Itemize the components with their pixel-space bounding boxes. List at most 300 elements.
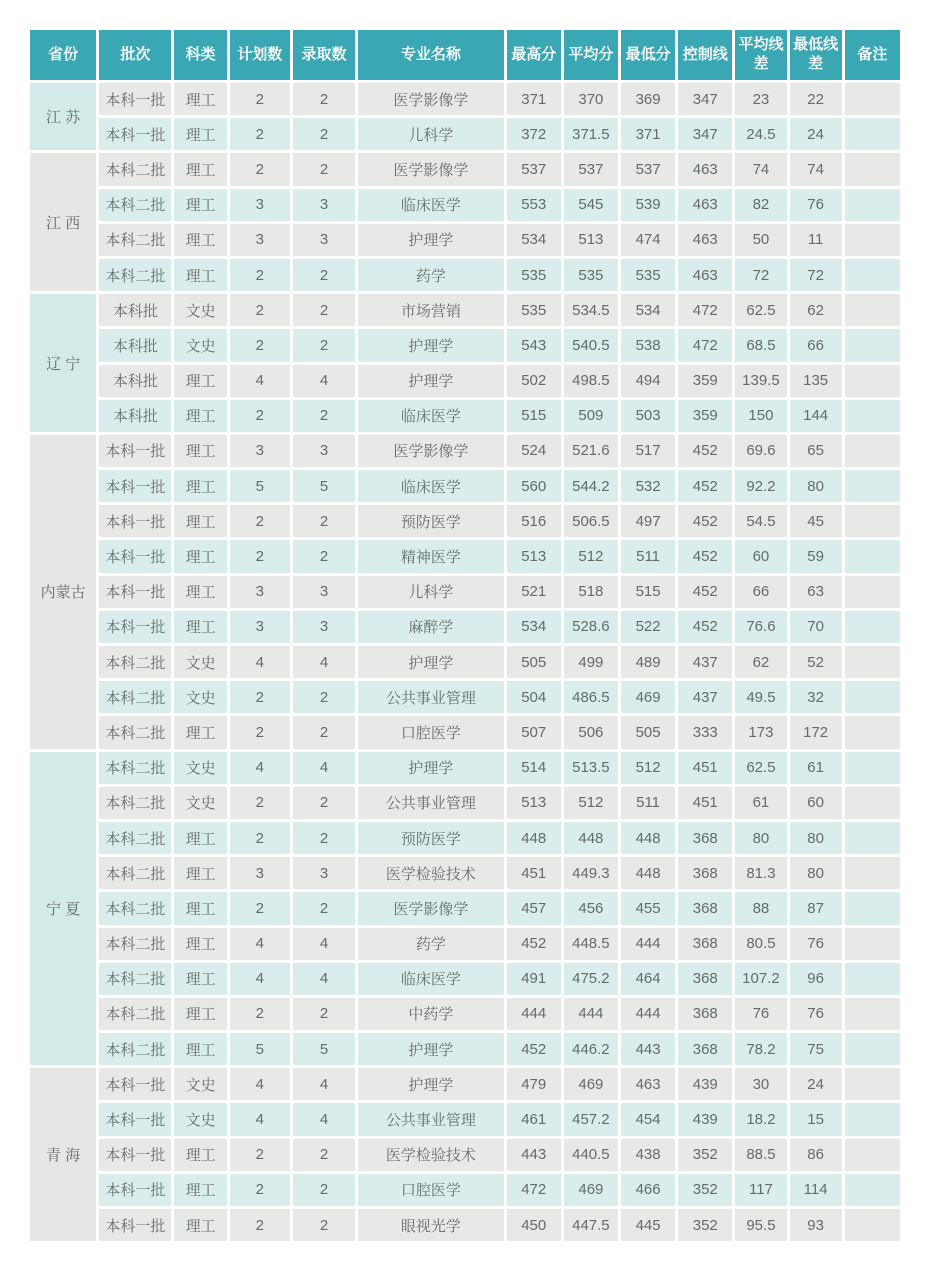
cell-avg_diff: 117 — [735, 1174, 786, 1206]
cell-remark — [845, 365, 900, 397]
cell-major: 医学影像学 — [358, 435, 504, 467]
cell-avg: 545 — [564, 189, 618, 221]
cell-avg_diff: 60 — [735, 540, 786, 572]
cell-remark — [845, 576, 900, 608]
cell-major: 预防医学 — [358, 505, 504, 537]
table-row — [30, 646, 900, 678]
cell-avg_diff: 50 — [735, 224, 786, 256]
cell-min: 448 — [621, 857, 675, 889]
cell-major: 护理学 — [358, 224, 504, 256]
cell-remark — [845, 611, 900, 643]
table-row — [30, 118, 900, 150]
table-row — [30, 505, 900, 537]
cell-avg_diff: 18.2 — [735, 1103, 786, 1135]
cell-min_diff: 63 — [790, 576, 842, 608]
cell-min_diff: 24 — [790, 118, 842, 150]
cell-control: 451 — [678, 752, 732, 784]
cell-batch: 本科一批 — [99, 1103, 171, 1135]
cell-control: 352 — [678, 1139, 732, 1171]
cell-avg: 513 — [564, 224, 618, 256]
cell-remark — [845, 1103, 900, 1135]
cell-avg: 440.5 — [564, 1139, 618, 1171]
cell-control: 368 — [678, 857, 732, 889]
cell-min: 538 — [621, 329, 675, 361]
cell-plan: 2 — [230, 681, 290, 713]
cell-min: 438 — [621, 1139, 675, 1171]
cell-major: 儿科学 — [358, 118, 504, 150]
cell-category: 文史 — [174, 752, 226, 784]
cell-category: 文史 — [174, 1068, 226, 1100]
column-header-max: 最高分 — [507, 30, 561, 80]
cell-major: 临床医学 — [358, 470, 504, 502]
cell-min_diff: 144 — [790, 400, 842, 432]
cell-plan: 4 — [230, 646, 290, 678]
province-cell: 宁 夏 — [30, 752, 96, 1066]
cell-max: 452 — [507, 928, 561, 960]
column-header-province: 省份 — [30, 30, 96, 80]
cell-major: 医学检验技术 — [358, 1139, 504, 1171]
cell-avg: 446.2 — [564, 1033, 618, 1065]
cell-category: 理工 — [174, 435, 226, 467]
cell-avg: 371.5 — [564, 118, 618, 150]
cell-avg_diff: 74 — [735, 153, 786, 185]
table-row — [30, 83, 900, 115]
cell-admit: 4 — [293, 1068, 355, 1100]
cell-avg: 521.6 — [564, 435, 618, 467]
cell-max: 513 — [507, 540, 561, 572]
cell-remark — [845, 963, 900, 995]
cell-max: 444 — [507, 998, 561, 1030]
cell-control: 368 — [678, 1033, 732, 1065]
cell-avg: 540.5 — [564, 329, 618, 361]
cell-min_diff: 59 — [790, 540, 842, 572]
table-row — [30, 1103, 900, 1135]
cell-min_diff: 76 — [790, 189, 842, 221]
cell-avg_diff: 62.5 — [735, 752, 786, 784]
cell-plan: 4 — [230, 1068, 290, 1100]
column-header-category: 科类 — [174, 30, 226, 80]
cell-avg: 447.5 — [564, 1209, 618, 1241]
table-row — [30, 822, 900, 854]
cell-batch: 本科二批 — [99, 189, 171, 221]
cell-remark — [845, 787, 900, 819]
cell-admit: 2 — [293, 505, 355, 537]
cell-min_diff: 22 — [790, 83, 842, 115]
cell-remark — [845, 540, 900, 572]
cell-control: 452 — [678, 470, 732, 502]
cell-control: 472 — [678, 294, 732, 326]
cell-major: 眼视光学 — [358, 1209, 504, 1241]
cell-avg_diff: 62 — [735, 646, 786, 678]
cell-min: 369 — [621, 83, 675, 115]
cell-min_diff: 80 — [790, 822, 842, 854]
cell-control: 437 — [678, 646, 732, 678]
cell-avg_diff: 82 — [735, 189, 786, 221]
cell-admit: 4 — [293, 646, 355, 678]
cell-major: 护理学 — [358, 1033, 504, 1065]
cell-batch: 本科二批 — [99, 752, 171, 784]
cell-control: 463 — [678, 259, 732, 291]
cell-max: 502 — [507, 365, 561, 397]
table-row — [30, 540, 900, 572]
cell-min: 512 — [621, 752, 675, 784]
cell-plan: 2 — [230, 118, 290, 150]
cell-admit: 2 — [293, 1174, 355, 1206]
cell-remark — [845, 329, 900, 361]
cell-control: 352 — [678, 1209, 732, 1241]
cell-min_diff: 135 — [790, 365, 842, 397]
cell-category: 理工 — [174, 83, 226, 115]
cell-remark — [845, 1174, 900, 1206]
cell-batch: 本科一批 — [99, 435, 171, 467]
cell-min_diff: 87 — [790, 892, 842, 924]
cell-major: 公共事业管理 — [358, 681, 504, 713]
cell-max: 524 — [507, 435, 561, 467]
cell-max: 443 — [507, 1139, 561, 1171]
cell-avg: 513.5 — [564, 752, 618, 784]
cell-batch: 本科一批 — [99, 118, 171, 150]
cell-category: 文史 — [174, 787, 226, 819]
cell-remark — [845, 646, 900, 678]
cell-control: 352 — [678, 1174, 732, 1206]
cell-plan: 2 — [230, 259, 290, 291]
cell-plan: 4 — [230, 365, 290, 397]
table-row — [30, 681, 900, 713]
cell-category: 理工 — [174, 1174, 226, 1206]
cell-major: 口腔医学 — [358, 1174, 504, 1206]
cell-batch: 本科一批 — [99, 611, 171, 643]
cell-plan: 4 — [230, 752, 290, 784]
cell-avg: 506 — [564, 716, 618, 748]
cell-min: 517 — [621, 435, 675, 467]
column-header-control: 控制线 — [678, 30, 732, 80]
cell-max: 543 — [507, 329, 561, 361]
cell-admit: 2 — [293, 294, 355, 326]
cell-major: 口腔医学 — [358, 716, 504, 748]
cell-avg_diff: 88.5 — [735, 1139, 786, 1171]
table-row — [30, 153, 900, 185]
table-row — [30, 294, 900, 326]
cell-min: 537 — [621, 153, 675, 185]
cell-min: 503 — [621, 400, 675, 432]
cell-avg_diff: 30 — [735, 1068, 786, 1100]
table-row — [30, 1209, 900, 1241]
cell-plan: 2 — [230, 400, 290, 432]
cell-category: 理工 — [174, 963, 226, 995]
cell-remark — [845, 118, 900, 150]
cell-admit: 4 — [293, 365, 355, 397]
cell-batch: 本科二批 — [99, 224, 171, 256]
cell-plan: 4 — [230, 928, 290, 960]
cell-plan: 2 — [230, 1139, 290, 1171]
cell-avg_diff: 54.5 — [735, 505, 786, 537]
cell-admit: 2 — [293, 822, 355, 854]
cell-min_diff: 11 — [790, 224, 842, 256]
cell-major: 护理学 — [358, 365, 504, 397]
cell-plan: 2 — [230, 329, 290, 361]
cell-category: 理工 — [174, 470, 226, 502]
cell-min: 469 — [621, 681, 675, 713]
cell-major: 护理学 — [358, 646, 504, 678]
cell-major: 公共事业管理 — [358, 1103, 504, 1135]
cell-category: 理工 — [174, 400, 226, 432]
cell-min_diff: 93 — [790, 1209, 842, 1241]
cell-admit: 3 — [293, 189, 355, 221]
cell-control: 439 — [678, 1103, 732, 1135]
cell-remark — [845, 1068, 900, 1100]
cell-avg: 475.2 — [564, 963, 618, 995]
cell-admit: 4 — [293, 963, 355, 995]
cell-max: 516 — [507, 505, 561, 537]
cell-batch: 本科一批 — [99, 1139, 171, 1171]
cell-min: 464 — [621, 963, 675, 995]
cell-min_diff: 86 — [790, 1139, 842, 1171]
table-row — [30, 259, 900, 291]
cell-remark — [845, 400, 900, 432]
table-header-row — [30, 30, 900, 80]
column-header-avg: 平均分 — [564, 30, 618, 80]
cell-batch: 本科批 — [99, 294, 171, 326]
table-row — [30, 1068, 900, 1100]
cell-batch: 本科一批 — [99, 470, 171, 502]
cell-plan: 2 — [230, 153, 290, 185]
cell-admit: 3 — [293, 857, 355, 889]
cell-min_diff: 65 — [790, 435, 842, 467]
cell-min: 444 — [621, 998, 675, 1030]
cell-min: 445 — [621, 1209, 675, 1241]
cell-admit: 2 — [293, 998, 355, 1030]
cell-plan: 2 — [230, 892, 290, 924]
cell-control: 463 — [678, 153, 732, 185]
cell-plan: 2 — [230, 505, 290, 537]
cell-max: 450 — [507, 1209, 561, 1241]
cell-min_diff: 15 — [790, 1103, 842, 1135]
cell-admit: 2 — [293, 400, 355, 432]
cell-admit: 2 — [293, 329, 355, 361]
cell-min: 455 — [621, 892, 675, 924]
cell-admit: 4 — [293, 1103, 355, 1135]
cell-admit: 2 — [293, 540, 355, 572]
cell-plan: 3 — [230, 224, 290, 256]
cell-plan: 4 — [230, 1103, 290, 1135]
cell-category: 理工 — [174, 189, 226, 221]
cell-avg: 512 — [564, 787, 618, 819]
cell-plan: 3 — [230, 611, 290, 643]
cell-category: 理工 — [174, 1033, 226, 1065]
cell-plan: 2 — [230, 1209, 290, 1241]
cell-category: 文史 — [174, 646, 226, 678]
cell-max: 505 — [507, 646, 561, 678]
cell-major: 预防医学 — [358, 822, 504, 854]
cell-control: 347 — [678, 83, 732, 115]
cell-avg_diff: 80.5 — [735, 928, 786, 960]
cell-avg_diff: 92.2 — [735, 470, 786, 502]
cell-max: 560 — [507, 470, 561, 502]
cell-min: 535 — [621, 259, 675, 291]
table-row — [30, 189, 900, 221]
cell-admit: 3 — [293, 611, 355, 643]
cell-batch: 本科二批 — [99, 646, 171, 678]
cell-category: 理工 — [174, 892, 226, 924]
cell-max: 451 — [507, 857, 561, 889]
cell-batch: 本科批 — [99, 329, 171, 361]
cell-admit: 4 — [293, 928, 355, 960]
cell-remark — [845, 153, 900, 185]
cell-control: 463 — [678, 224, 732, 256]
cell-category: 理工 — [174, 928, 226, 960]
cell-batch: 本科二批 — [99, 716, 171, 748]
cell-min_diff: 60 — [790, 787, 842, 819]
table-row — [30, 611, 900, 643]
cell-admit: 4 — [293, 752, 355, 784]
cell-remark — [845, 470, 900, 502]
cell-admit: 2 — [293, 118, 355, 150]
cell-admit: 2 — [293, 83, 355, 115]
cell-max: 513 — [507, 787, 561, 819]
cell-major: 临床医学 — [358, 189, 504, 221]
cell-avg: 499 — [564, 646, 618, 678]
cell-major: 医学影像学 — [358, 83, 504, 115]
cell-remark — [845, 294, 900, 326]
cell-batch: 本科一批 — [99, 1174, 171, 1206]
cell-avg: 457.2 — [564, 1103, 618, 1135]
cell-plan: 2 — [230, 716, 290, 748]
cell-plan: 2 — [230, 540, 290, 572]
cell-admit: 3 — [293, 224, 355, 256]
cell-avg_diff: 88 — [735, 892, 786, 924]
cell-min: 515 — [621, 576, 675, 608]
cell-major: 药学 — [358, 928, 504, 960]
cell-avg_diff: 68.5 — [735, 329, 786, 361]
cell-min_diff: 75 — [790, 1033, 842, 1065]
cell-min_diff: 24 — [790, 1068, 842, 1100]
column-header-admit: 录取数 — [293, 30, 355, 80]
cell-remark — [845, 752, 900, 784]
cell-avg: 544.2 — [564, 470, 618, 502]
cell-major: 麻醉学 — [358, 611, 504, 643]
cell-batch: 本科一批 — [99, 83, 171, 115]
cell-remark — [845, 681, 900, 713]
cell-control: 368 — [678, 928, 732, 960]
cell-avg: 509 — [564, 400, 618, 432]
admission-score-table — [27, 27, 903, 1244]
cell-admit: 2 — [293, 1209, 355, 1241]
table-row — [30, 963, 900, 995]
table-row — [30, 224, 900, 256]
cell-category: 理工 — [174, 118, 226, 150]
cell-admit: 2 — [293, 892, 355, 924]
table-row — [30, 928, 900, 960]
cell-min_diff: 74 — [790, 153, 842, 185]
cell-max: 372 — [507, 118, 561, 150]
cell-plan: 2 — [230, 787, 290, 819]
table-row — [30, 998, 900, 1030]
cell-category: 理工 — [174, 611, 226, 643]
cell-batch: 本科批 — [99, 365, 171, 397]
cell-max: 515 — [507, 400, 561, 432]
cell-major: 精神医学 — [358, 540, 504, 572]
column-header-batch: 批次 — [99, 30, 171, 80]
cell-max: 472 — [507, 1174, 561, 1206]
cell-avg_diff: 72 — [735, 259, 786, 291]
cell-category: 理工 — [174, 540, 226, 572]
cell-control: 368 — [678, 963, 732, 995]
cell-plan: 2 — [230, 294, 290, 326]
column-header-major: 专业名称 — [358, 30, 504, 80]
cell-min: 463 — [621, 1068, 675, 1100]
table-row — [30, 1139, 900, 1171]
cell-remark — [845, 1139, 900, 1171]
cell-min_diff: 52 — [790, 646, 842, 678]
cell-category: 理工 — [174, 857, 226, 889]
table-header — [30, 30, 900, 80]
cell-major: 公共事业管理 — [358, 787, 504, 819]
cell-category: 理工 — [174, 576, 226, 608]
cell-batch: 本科二批 — [99, 681, 171, 713]
province-cell: 青 海 — [30, 1068, 96, 1241]
cell-control: 472 — [678, 329, 732, 361]
cell-min: 454 — [621, 1103, 675, 1135]
table-row — [30, 1174, 900, 1206]
cell-admit: 3 — [293, 576, 355, 608]
cell-avg: 370 — [564, 83, 618, 115]
cell-avg_diff: 139.5 — [735, 365, 786, 397]
cell-max: 457 — [507, 892, 561, 924]
cell-admit: 3 — [293, 435, 355, 467]
cell-max: 479 — [507, 1068, 561, 1100]
cell-remark — [845, 892, 900, 924]
cell-min: 511 — [621, 787, 675, 819]
cell-major: 护理学 — [358, 752, 504, 784]
cell-control: 452 — [678, 505, 732, 537]
cell-max: 371 — [507, 83, 561, 115]
cell-remark — [845, 505, 900, 537]
cell-batch: 本科二批 — [99, 928, 171, 960]
cell-avg: 469 — [564, 1068, 618, 1100]
cell-major: 医学影像学 — [358, 153, 504, 185]
cell-category: 理工 — [174, 224, 226, 256]
cell-max: 521 — [507, 576, 561, 608]
cell-min: 466 — [621, 1174, 675, 1206]
cell-min: 532 — [621, 470, 675, 502]
cell-max: 535 — [507, 294, 561, 326]
cell-remark — [845, 716, 900, 748]
cell-category: 理工 — [174, 822, 226, 854]
cell-avg_diff: 66 — [735, 576, 786, 608]
table-row — [30, 892, 900, 924]
cell-avg_diff: 61 — [735, 787, 786, 819]
cell-control: 452 — [678, 435, 732, 467]
cell-control: 368 — [678, 892, 732, 924]
cell-avg: 486.5 — [564, 681, 618, 713]
cell-batch: 本科二批 — [99, 787, 171, 819]
cell-category: 文史 — [174, 329, 226, 361]
cell-admit: 2 — [293, 1139, 355, 1171]
cell-category: 理工 — [174, 1139, 226, 1171]
cell-control: 439 — [678, 1068, 732, 1100]
cell-admit: 2 — [293, 681, 355, 713]
cell-plan: 3 — [230, 189, 290, 221]
cell-batch: 本科批 — [99, 400, 171, 432]
cell-max: 452 — [507, 1033, 561, 1065]
cell-category: 文史 — [174, 1103, 226, 1135]
table-row — [30, 787, 900, 819]
cell-min_diff: 76 — [790, 998, 842, 1030]
cell-control: 359 — [678, 400, 732, 432]
cell-min: 539 — [621, 189, 675, 221]
cell-avg_diff: 95.5 — [735, 1209, 786, 1241]
cell-major: 护理学 — [358, 1068, 504, 1100]
